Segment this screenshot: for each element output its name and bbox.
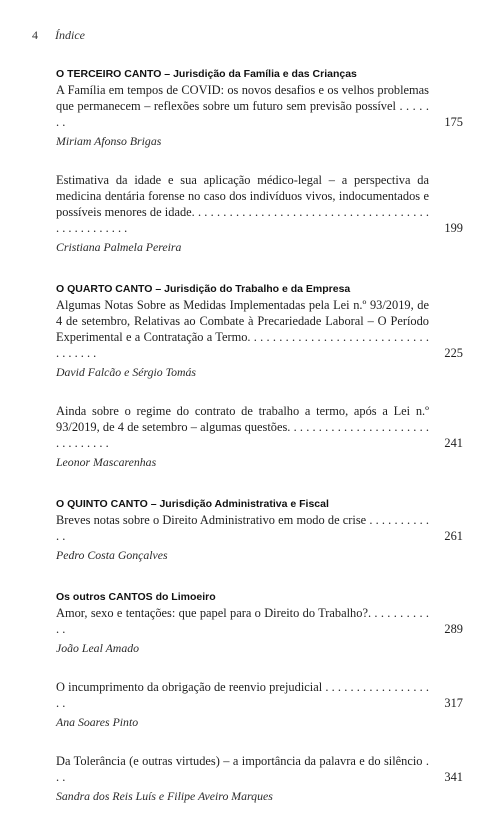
entry-author: Ana Soares Pinto	[56, 715, 139, 729]
entry-title: A Família em tempos de COVID: os novos desafios e os velhos problemas que permanecem – reflexões sobre um futuro sem previsão possível . . . . . . .	[56, 83, 429, 129]
section-title: Os outros CANTOS do Limoeiro	[56, 591, 216, 603]
entry-page-number: 261	[444, 529, 463, 543]
entry-title: Estimativa da idade e sua aplicação médico-legal – a perspectiva da medicina dentária forense no caso dos indivíduos vivos, indocumentados e possíveis menores de idade. . . . . . . . . . . . . . . . . . . . . . . . . . . . . . . . . . . . . . . . . . . . . . . . . .	[56, 173, 429, 235]
entry-author: Miriam Afonso Brigas	[56, 134, 162, 148]
toc-entry	[56, 753, 463, 804]
section-quinto-canto	[56, 498, 463, 563]
entry-page-number: 241	[444, 436, 463, 450]
page-title: Índice	[55, 28, 85, 42]
page-number: 4	[32, 28, 38, 42]
entry-title: Ainda sobre o regime do contrato de trabalho a termo, após a Lei n.º 93/2019, de 4 de setembro – algumas questões. . . . . . . . . . . . . . . . . . . . . . . . . . . . . . . .	[56, 404, 429, 450]
section-outros-cantos	[56, 591, 463, 804]
table-of-contents	[56, 68, 463, 832]
entry-title: Breves notas sobre o Direito Administrativo em modo de crise . . . . . . . . . . . .	[56, 513, 429, 543]
toc-entry	[56, 172, 463, 255]
section-title: O TERCEIRO CANTO – Jurisdição da Família e das Crianças	[56, 68, 357, 80]
section-title: O QUARTO CANTO – Jurisdição do Trabalho e da Empresa	[56, 283, 351, 295]
entry-page-number: 175	[444, 115, 463, 129]
toc-entry	[56, 297, 463, 380]
toc-entry	[56, 512, 463, 563]
entry-title: Da Tolerância (e outras virtudes) – a importância da palavra e do silêncio . . .	[56, 754, 429, 784]
entry-page-number: 199	[444, 221, 463, 235]
entry-page-number: 341	[444, 770, 463, 784]
toc-entry	[56, 403, 463, 470]
entry-title: Algumas Notas Sobre as Medidas Implementadas pela Lei n.º 93/2019, de 4 de setembro, Relativas ao Combate à Precariedade Laboral – O Período Experimental e a Contratação a Termo. . . . . . . . . . . . . . . . . . . . . . . . . . . . . . . . . . . .	[56, 298, 429, 360]
toc-entry	[56, 82, 463, 149]
section-quarto-canto	[56, 283, 463, 470]
entry-author: Cristiana Palmela Pereira	[56, 240, 182, 254]
section-title: O QUINTO CANTO – Jurisdição Administrativa e Fiscal	[56, 498, 329, 510]
toc-entry	[56, 605, 463, 656]
running-header	[32, 28, 85, 43]
entry-title: Amor, sexo e tentações: que papel para o Direito do Trabalho?. . . . . . . . . . . .	[56, 606, 429, 636]
entry-author: David Falcão e Sérgio Tomás	[56, 365, 197, 379]
entry-title: O incumprimento da obrigação de reenvio prejudicial . . . . . . . . . . . . . . . . . . .	[56, 680, 429, 710]
entry-author: João Leal Amado	[56, 641, 140, 655]
toc-entry	[56, 679, 463, 730]
section-terceiro-canto	[56, 68, 463, 255]
entry-author: Pedro Costa Gonçalves	[56, 548, 168, 562]
entry-page-number: 317	[444, 696, 463, 710]
entry-author: Sandra dos Reis Luís e Filipe Aveiro Marques	[56, 789, 273, 803]
entry-author: Leonor Mascarenhas	[56, 455, 157, 469]
entry-page-number: 225	[444, 346, 463, 360]
entry-page-number: 289	[444, 622, 463, 636]
